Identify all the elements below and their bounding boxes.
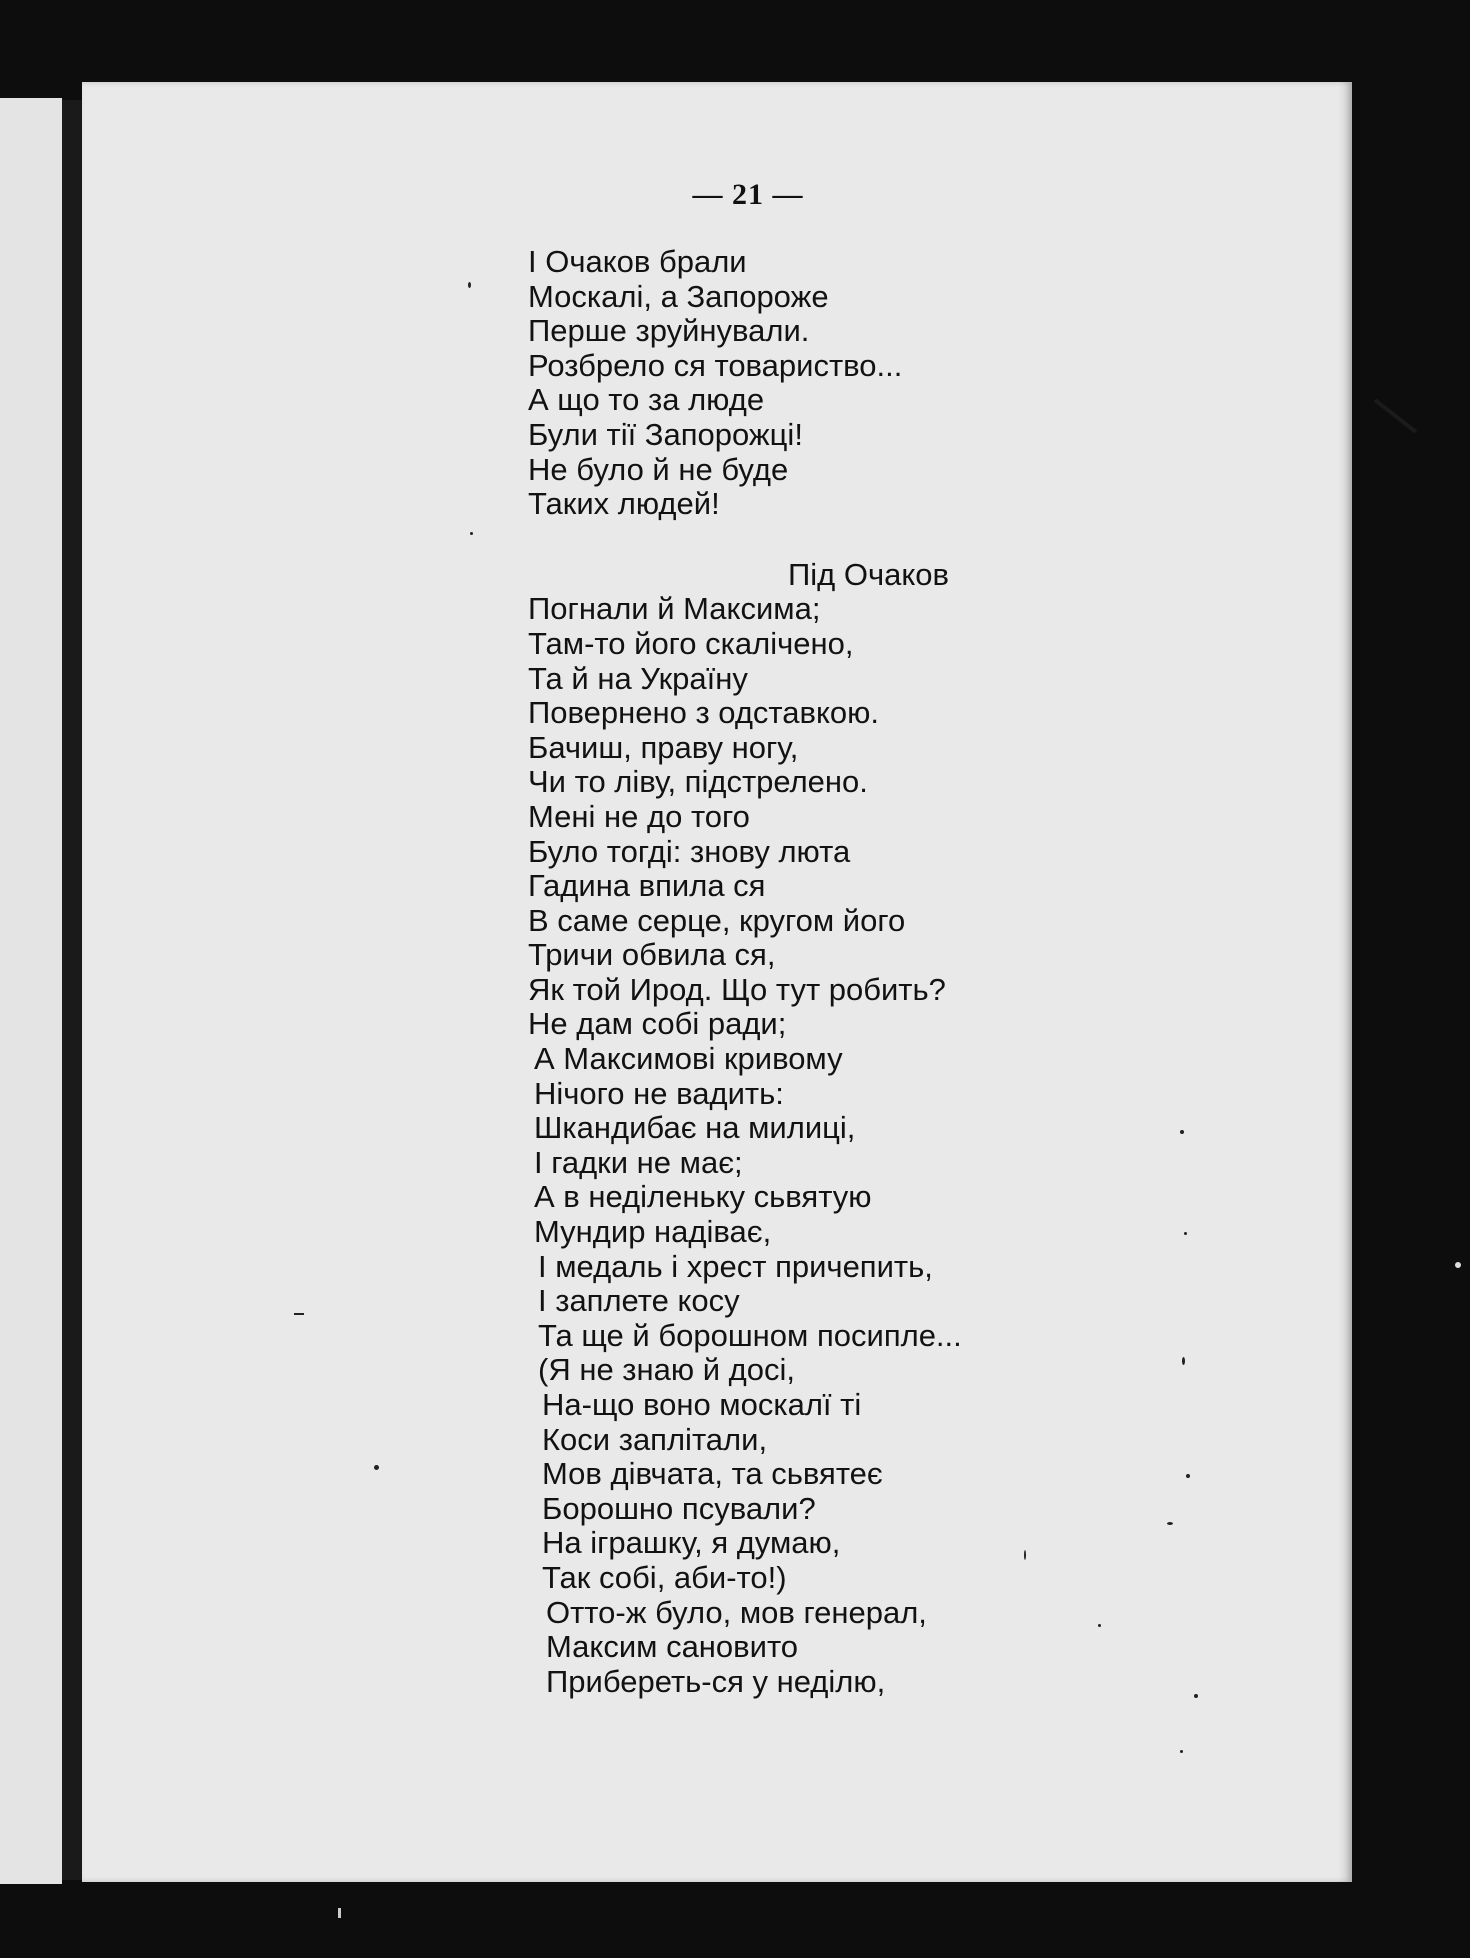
poem-line: Коси заплітали, bbox=[542, 1421, 768, 1457]
book-page bbox=[82, 82, 1352, 1882]
scan-speck bbox=[1184, 1232, 1187, 1235]
poem-line: Мені не до того bbox=[528, 798, 750, 834]
poem-line: Прибереть-ся у неділю, bbox=[546, 1663, 886, 1699]
poem-line: Отто-ж було, мов генерал, bbox=[546, 1594, 927, 1630]
poem-line: I Очаков брали bbox=[528, 244, 747, 279]
page-edge-shadow bbox=[1338, 82, 1352, 1882]
scan-speck bbox=[1194, 1694, 1198, 1698]
poem-line: Мундир надіває, bbox=[534, 1214, 772, 1250]
poem-line: А Максимові кривому bbox=[534, 1041, 843, 1077]
poem-line: Так собі, аби-то!) bbox=[542, 1559, 787, 1595]
poem-line: Повернено з одставкою. bbox=[528, 695, 880, 731]
poem-line: Під Очаков bbox=[788, 556, 949, 592]
poem-line: Гадина впила ся bbox=[528, 868, 766, 904]
poem-text bbox=[528, 245, 1148, 1699]
poem-line: В саме серце, кругом його bbox=[528, 902, 906, 938]
scan-speck bbox=[470, 532, 473, 535]
scan-mark bbox=[1374, 398, 1417, 433]
book-binding bbox=[62, 100, 82, 1880]
poem-line: А що то за люде bbox=[528, 382, 765, 418]
scan-speck bbox=[294, 1313, 304, 1315]
scan-speck bbox=[468, 282, 471, 288]
poem-line: Тричи обвила ся, bbox=[528, 937, 776, 973]
scan-speck bbox=[374, 1465, 379, 1470]
poem-line: Та ще й борошном посипле... bbox=[538, 1317, 962, 1353]
page-number: — 21 — bbox=[692, 178, 804, 211]
poem-line: Не дам собі ради; bbox=[528, 1006, 787, 1042]
poem-line: Там-то його скалічено, bbox=[528, 625, 854, 661]
scan-speck bbox=[1167, 1522, 1173, 1525]
poem-line: Як той Ирод. Що тут робить? bbox=[528, 971, 946, 1007]
poem-line: І заплете косу bbox=[538, 1283, 740, 1319]
poem-line: Було тогді: знову люта bbox=[528, 833, 851, 869]
poem-line: І медаль і хрест причепить, bbox=[538, 1248, 933, 1284]
stanza-break bbox=[528, 522, 1148, 558]
poem-line: Таких людей! bbox=[528, 486, 720, 522]
poem-line: Перше зруйнували. bbox=[528, 313, 810, 349]
scan-speck bbox=[1186, 1474, 1190, 1478]
scan-speck bbox=[1180, 1750, 1183, 1753]
poem-line: Максим сановито bbox=[546, 1629, 799, 1665]
poem-line: Були тії Запорожці! bbox=[528, 416, 803, 452]
scan-speck bbox=[338, 1908, 341, 1918]
poem-line: Погнали й Максима; bbox=[528, 591, 821, 627]
previous-page-edge bbox=[0, 98, 62, 1884]
poem-line: Чи то ліву, підстрелено. bbox=[528, 764, 868, 800]
poem-line: Москалі, а Запороже bbox=[528, 278, 829, 314]
scan-speck bbox=[1180, 1130, 1184, 1134]
scan-speck bbox=[1098, 1624, 1101, 1627]
scan-speck bbox=[1182, 1357, 1185, 1365]
poem-line: А в неділеньку сьвятую bbox=[534, 1179, 872, 1215]
poem-line: (Я не знаю й досі, bbox=[538, 1352, 795, 1388]
scan-speck bbox=[1024, 1550, 1026, 1560]
poem-line: І гадки не має; bbox=[534, 1144, 743, 1180]
poem-line: На іграшку, я думаю, bbox=[542, 1525, 841, 1561]
poem-line: Та й на Україну bbox=[528, 660, 748, 696]
poem-line: Шкандибає на милиці, bbox=[534, 1110, 856, 1146]
poem-line: Розбрело ся товариство... bbox=[528, 347, 903, 383]
poem-line: Не було й не буде bbox=[528, 451, 789, 487]
poem-line: Нічого не вадить: bbox=[534, 1075, 784, 1111]
poem-line: Мов дівчата, та сьвятеє bbox=[542, 1456, 883, 1492]
scan-speck bbox=[1455, 1262, 1461, 1268]
poem-line: Борошно псували? bbox=[542, 1490, 816, 1526]
poem-line: На-що воно москалї ті bbox=[542, 1387, 862, 1422]
poem-line: Бачиш, праву ногу, bbox=[528, 729, 799, 765]
